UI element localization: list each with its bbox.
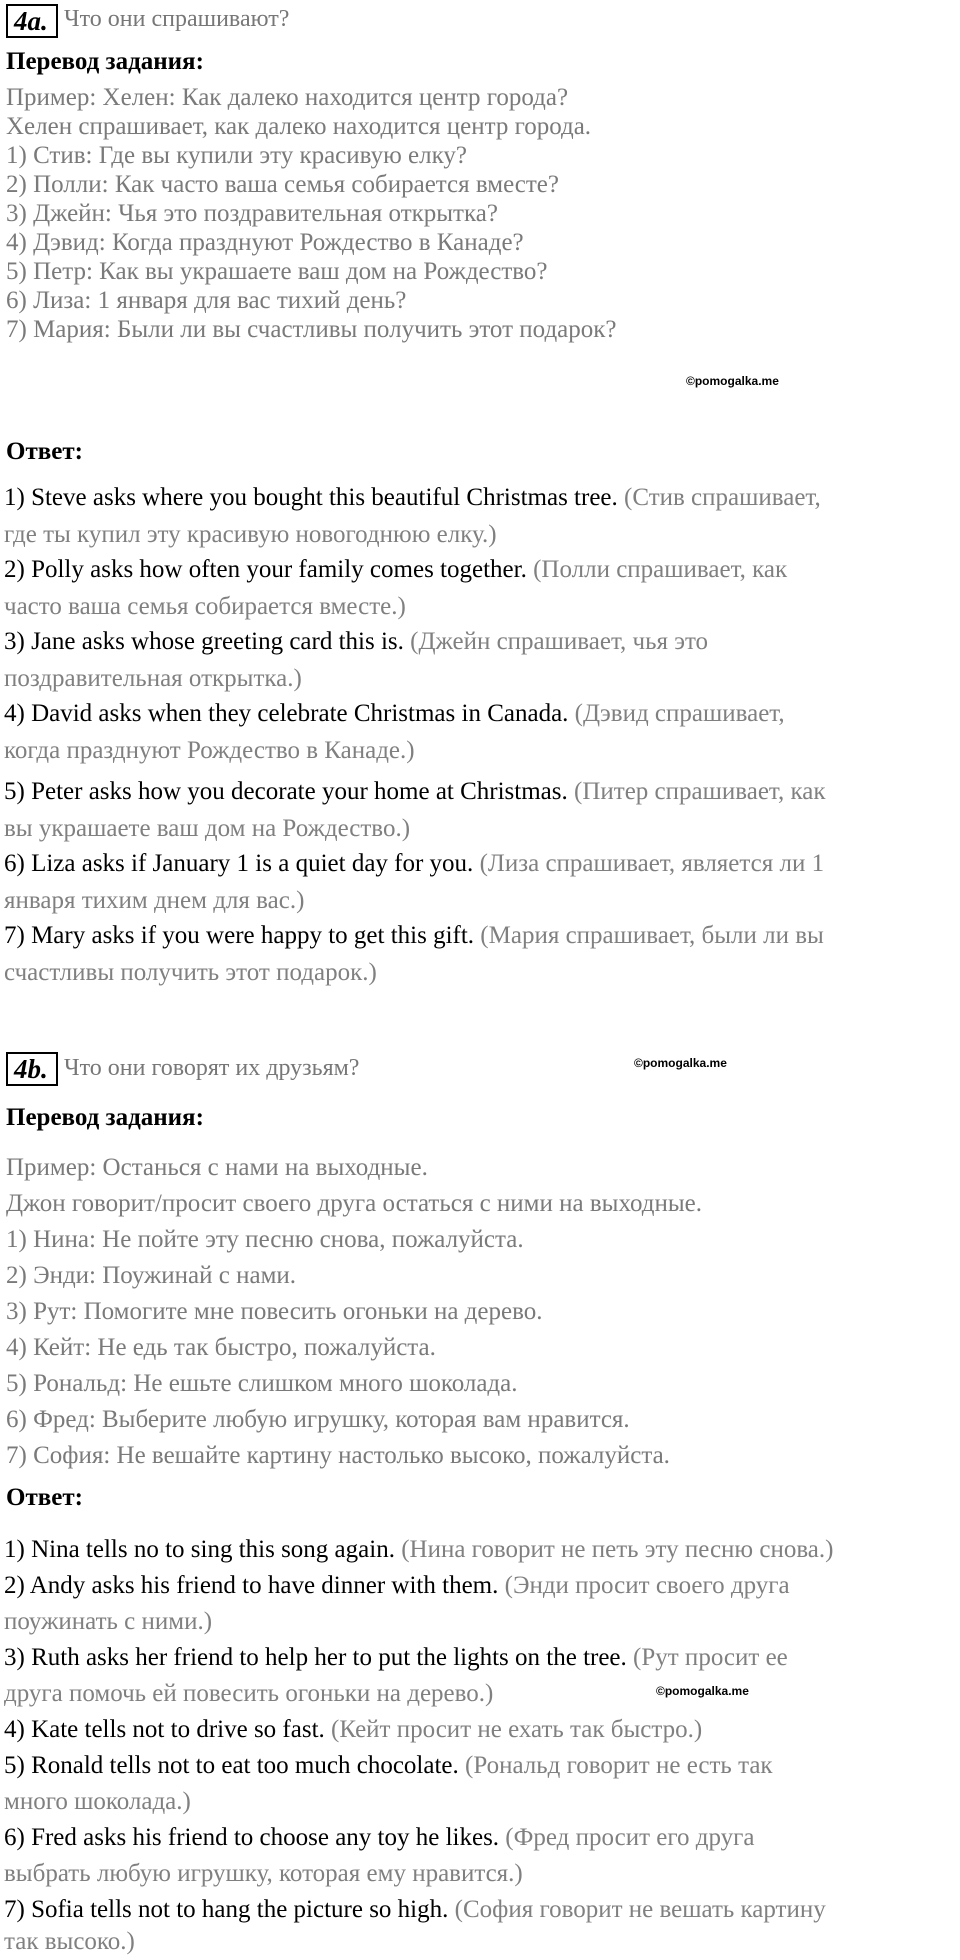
answer-russian-cont: часто ваша семья собирается вместе.) xyxy=(4,593,406,620)
answer-russian-cont: выбрать любую игрушку, которая ему нравится.) xyxy=(4,1860,523,1887)
translation-heading-4a: Перевод задания: xyxy=(6,48,204,75)
answer-line xyxy=(4,1824,754,1852)
answer-english: 7) Mary asks if you were happy to get this gift. xyxy=(4,922,475,949)
translation-line: 7) Мария: Были ли вы счастливы получить этот подарок? xyxy=(6,316,617,343)
answer-russian: (Энди просит своего друга xyxy=(498,1572,790,1599)
translation-line: 2) Энди: Поужинай с нами. xyxy=(6,1262,297,1289)
answer-heading-4a: Ответ: xyxy=(6,438,83,465)
translation-line: 3) Рут: Помогите мне повесить огоньки на дерево. xyxy=(6,1298,543,1325)
answer-english: 5) Ronald tells not to eat too much chocolate. xyxy=(4,1752,459,1779)
answer-russian-cont: поужинать с ними.) xyxy=(4,1608,213,1635)
answer-english: 6) Liza asks if January 1 is a quiet day for you. xyxy=(4,850,474,877)
translation-line: Пример: Хелен: Как далеко находится центр города? xyxy=(6,84,569,111)
answer-line xyxy=(4,922,824,950)
answer-english: 6) Fred asks his friend to choose any toy he likes. xyxy=(4,1824,500,1851)
answer-russian: (Мария спрашивает, были ли вы xyxy=(474,922,824,949)
answer-russian-cont: вы украшаете ваш дом на Рождество.) xyxy=(4,815,411,842)
answer-line xyxy=(4,1536,833,1564)
answer-russian: (Рут просит ее xyxy=(626,1644,788,1671)
translation-line: 2) Полли: Как часто ваша семья собирается вместе? xyxy=(6,171,560,198)
watermark: ©pomogalka.me xyxy=(686,374,779,388)
answer-russian: (Джейн спрашивает, чья это xyxy=(403,628,709,655)
answer-russian: (Лиза спрашивает, является ли 1 xyxy=(473,850,825,877)
answer-line xyxy=(4,484,821,512)
translation-line: 6) Фред: Выберите любую игрушку, которая вам нравится. xyxy=(6,1406,630,1433)
answer-russian-cont: где ты купил эту красивую новогоднюю елку.) xyxy=(4,521,497,548)
translation-line: 6) Лиза: 1 января для вас тихий день? xyxy=(6,287,407,314)
answer-line xyxy=(4,700,785,728)
answer-russian: (София говорит не вешать картину xyxy=(448,1896,826,1923)
translation-line: 5) Рональд: Не ешьте слишком много шоколада. xyxy=(6,1370,518,1397)
answer-russian: (Нина говорит не петь эту песню снова.) xyxy=(394,1536,834,1563)
answer-russian-cont: много шоколада.) xyxy=(4,1788,191,1815)
answer-russian-cont: друга помочь ей повесить огоньки на дерево.) xyxy=(4,1680,494,1707)
task-title-4a: Что они спрашивают? xyxy=(64,6,290,32)
translation-line: Хелен спрашивает, как далеко находится центр города. xyxy=(6,113,592,140)
answer-english: 4) Kate tells not to drive so fast. xyxy=(4,1716,325,1743)
answer-line xyxy=(4,1716,702,1744)
task-title-4b: Что они говорят их друзьям? xyxy=(64,1055,360,1081)
answer-english: 1) Nina tells no to sing this song again. xyxy=(4,1536,395,1563)
translation-line: Пример: Останься с нами на выходные. xyxy=(6,1154,428,1181)
watermark: ©pomogalka.me xyxy=(656,1684,749,1698)
answer-english: 5) Peter asks how you decorate your home at Christmas. xyxy=(4,778,568,805)
answer-english: 3) Ruth asks her friend to help her to put the lights on the tree. xyxy=(4,1644,627,1671)
answer-heading-4b: Ответ: xyxy=(6,1484,83,1511)
answer-russian: (Рональд говорит не есть так xyxy=(458,1752,773,1779)
answer-english: 3) Jane asks whose greeting card this is. xyxy=(4,628,404,655)
answer-russian: (Кейт просит не ехать так быстро.) xyxy=(324,1716,703,1743)
translation-line: Джон говорит/просит своего друга остаться с ними на выходные. xyxy=(6,1190,703,1217)
answer-english: 7) Sofia tells not to hang the picture so high. xyxy=(4,1896,449,1923)
translation-line: 7) София: Не вешайте картину настолько высоко, пожалуйста. xyxy=(6,1442,670,1469)
answer-line xyxy=(4,1644,788,1672)
answer-line xyxy=(4,850,824,878)
answer-russian: (Питер спрашивает, как xyxy=(567,778,826,805)
answer-english: 4) David asks when they celebrate Christmas in Canada. xyxy=(4,700,569,727)
watermark: ©pomogalka.me xyxy=(634,1056,727,1070)
translation-line: 5) Петр: Как вы украшаете ваш дом на Рождество? xyxy=(6,258,548,285)
translation-line: 4) Дэвид: Когда празднуют Рождество в Канаде? xyxy=(6,229,524,256)
translation-line: 1) Стив: Где вы купили эту красивую елку? xyxy=(6,142,467,169)
exercise-badge-4b: 4b. xyxy=(6,1052,58,1086)
answer-russian-cont: поздравительная открытка.) xyxy=(4,665,302,692)
answer-russian: (Стив спрашивает, xyxy=(617,484,821,511)
answer-english: 2) Polly asks how often your family comes together. xyxy=(4,556,527,583)
answer-line xyxy=(4,556,787,584)
answer-russian: (Фред просит его друга xyxy=(499,1824,755,1851)
translation-heading-4b: Перевод задания: xyxy=(6,1104,204,1131)
answer-russian-cont: января тихим днем для вас.) xyxy=(4,887,305,914)
answer-russian: (Полли спрашивает, как xyxy=(526,556,788,583)
answer-english: 2) Andy asks his friend to have dinner with them. xyxy=(4,1572,499,1599)
exercise-badge-4a: 4a. xyxy=(6,4,58,38)
answer-russian-cont: когда празднуют Рождество в Канаде.) xyxy=(4,737,415,764)
answer-line xyxy=(4,1896,826,1924)
answer-line xyxy=(4,628,708,656)
translation-line: 3) Джейн: Чья это поздравительная открытка? xyxy=(6,200,498,227)
answer-line xyxy=(4,778,825,806)
translation-line: 4) Кейт: Не едь так быстро, пожалуйста. xyxy=(6,1334,436,1361)
answer-russian: (Дэвид спрашивает, xyxy=(568,700,785,727)
answer-english: 1) Steve asks where you bought this beautiful Christmas tree. xyxy=(4,484,618,511)
translation-line: 1) Нина: Не пойте эту песню снова, пожалуйста. xyxy=(6,1226,524,1253)
answer-russian-cont: так высоко.) xyxy=(4,1928,135,1955)
answer-russian-cont: счастливы получить этот подарок.) xyxy=(4,959,377,986)
answer-line xyxy=(4,1752,773,1780)
answer-line xyxy=(4,1572,790,1600)
